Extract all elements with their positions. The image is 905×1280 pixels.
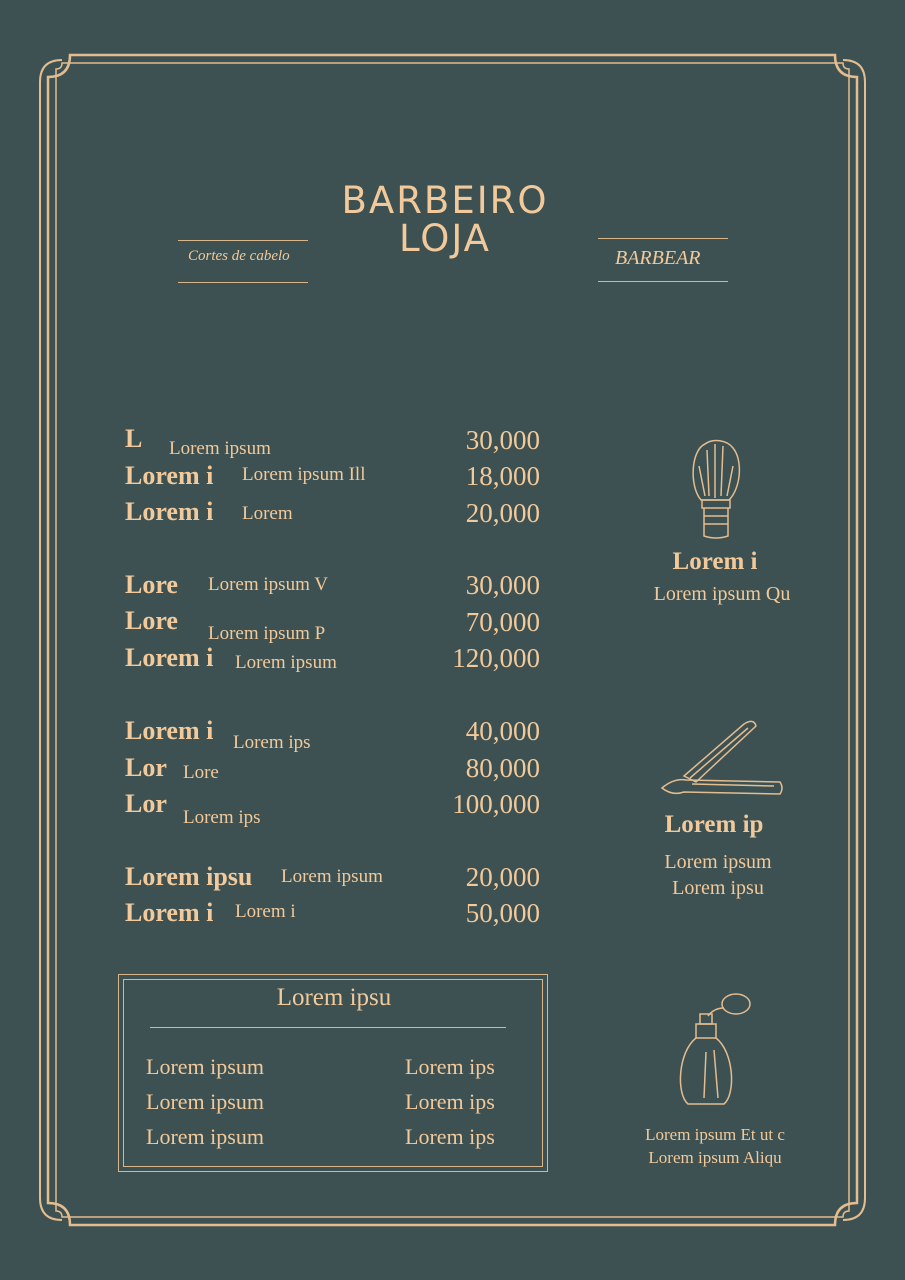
menu-item-desc: Lorem ipsum V: [208, 574, 328, 595]
menu-item-price: 18,000: [465, 461, 540, 491]
special-box-title: Lorem ipsu: [276, 984, 392, 1011]
left-tagline-rule-bottom: [178, 282, 308, 283]
razor-text-1: Lorem ipsum: [664, 851, 772, 873]
menu-item-name: Lorem ipsu: [125, 862, 253, 891]
menu-item-price: 30,000: [465, 425, 540, 455]
right-tagline-rule-top: [598, 238, 728, 239]
menu-item-desc: Lorem ipsum: [281, 866, 383, 887]
menu-item-name: Lore: [125, 606, 178, 635]
special-box-left-item: Lorem ipsum: [146, 1124, 264, 1149]
page-title-line2: LOJA: [399, 217, 491, 260]
menu-item-name: Lorem i: [125, 898, 214, 927]
menu-item-price: 80,000: [465, 753, 540, 783]
menu-item-desc: Lorem ipsum Ill: [242, 464, 366, 485]
menu-item-desc: Lorem i: [235, 901, 296, 922]
menu-item-price: 20,000: [465, 862, 540, 892]
razor-title: Lorem ip: [664, 811, 764, 838]
menu-item-desc: Lore: [183, 762, 219, 783]
menu-item-price: 20,000: [465, 498, 540, 528]
razor-text-2: Lorem ipsu: [672, 877, 764, 899]
right-tagline-rule-bottom: [598, 281, 728, 282]
menu-item-name: Lorem i: [125, 643, 214, 672]
straight-razor-icon: [656, 718, 784, 798]
menu-item-name: L: [125, 424, 143, 453]
shaving-brush-icon: [685, 436, 747, 542]
right-tagline: BARBEAR: [615, 247, 701, 269]
special-box-right-item: Lorem ips: [405, 1089, 495, 1114]
menu-item-name: Lorem i: [125, 497, 214, 526]
menu-item-desc: Lorem ips: [183, 807, 261, 828]
menu-item-desc: Lorem ipsum: [169, 438, 271, 459]
special-box-divider: [150, 1027, 506, 1028]
perfume-bottle-icon: [674, 990, 758, 1110]
left-tagline: Cortes de cabelo: [188, 248, 290, 264]
special-box-left-item: Lorem ipsum: [146, 1054, 264, 1079]
brush-text: Lorem ipsum Qu: [653, 583, 791, 605]
menu-item-name: Lore: [125, 570, 178, 599]
left-tagline-rule-top: [178, 240, 308, 241]
menu-item-desc: Lorem ipsum P: [208, 623, 326, 644]
menu-item-name: Lor: [125, 789, 167, 818]
menu-item-price: 30,000: [465, 570, 540, 600]
page-title-line1: BARBEIRO: [341, 179, 549, 222]
menu-item-price: 120,000: [452, 643, 540, 673]
special-box-left-item: Lorem ipsum: [146, 1089, 264, 1114]
menu-item-price: 50,000: [465, 898, 540, 928]
menu-item-desc: Lorem: [242, 503, 293, 524]
menu-item-name: Lorem i: [125, 716, 214, 745]
menu-item-name: Lorem i: [125, 461, 214, 490]
special-box-right-item: Lorem ips: [405, 1124, 495, 1149]
menu-item-price: 40,000: [465, 716, 540, 746]
menu-item-price: 100,000: [452, 789, 540, 819]
menu-item-desc: Lorem ipsum: [235, 652, 337, 673]
menu-item-price: 70,000: [465, 607, 540, 637]
brush-title: Lorem i: [672, 548, 758, 575]
menu-item-desc: Lorem ips: [233, 732, 311, 753]
bottle-text-2: Lorem ipsum Aliqu: [648, 1148, 782, 1167]
special-box-right-item: Lorem ips: [405, 1054, 495, 1079]
bottle-text-1: Lorem ipsum Et ut c: [645, 1125, 785, 1144]
menu-item-name: Lor: [125, 753, 167, 782]
